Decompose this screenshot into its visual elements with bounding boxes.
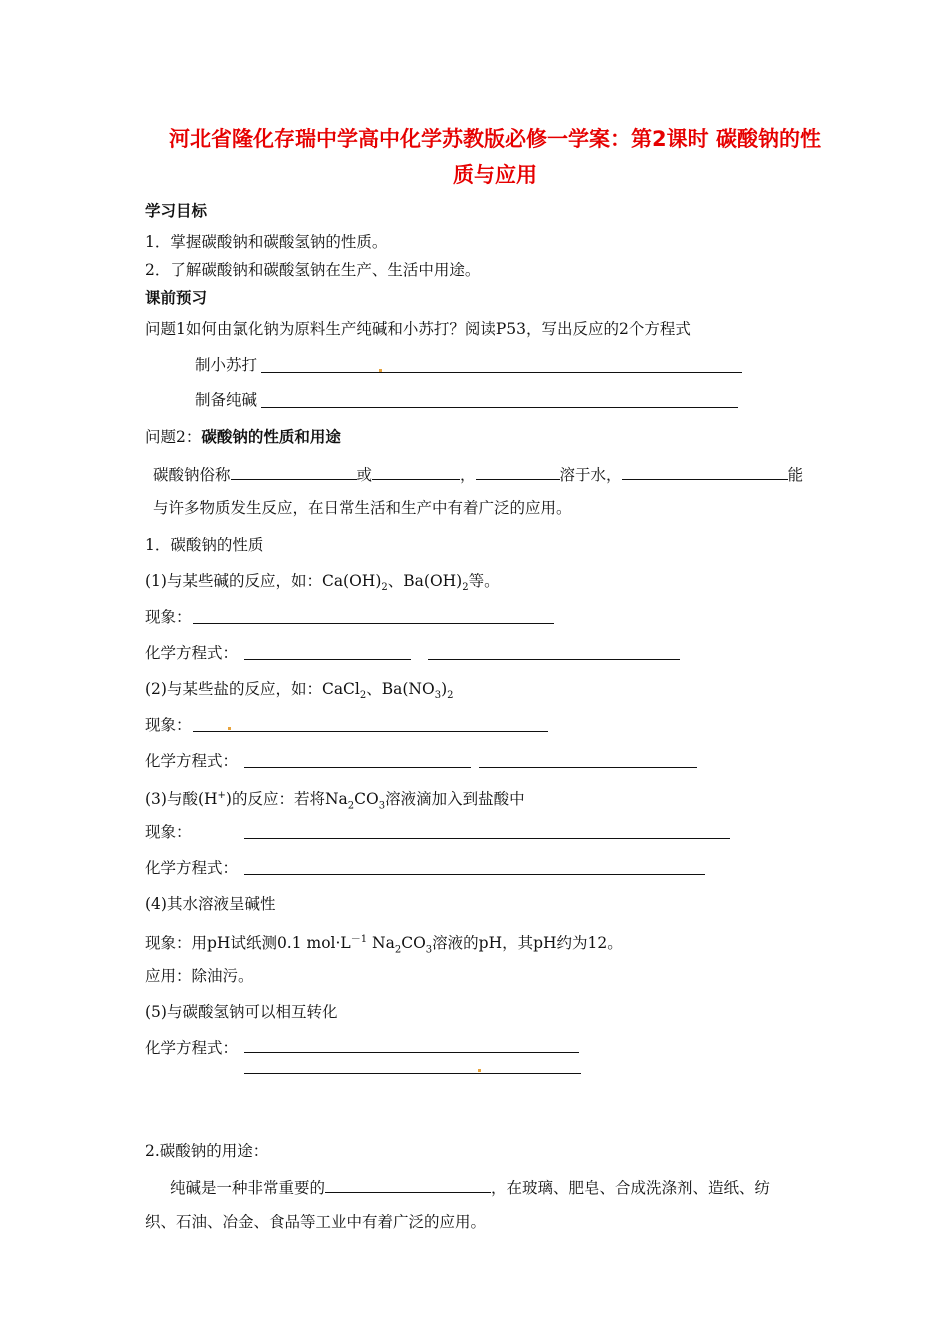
text: 等。 xyxy=(468,572,500,590)
phenomenon-label: 现象： xyxy=(145,716,192,734)
answer-blank[interactable] xyxy=(193,623,554,624)
answer-blank[interactable] xyxy=(261,372,742,373)
text: )的反应：若将Na xyxy=(225,790,348,809)
question-2-prefix: 问题2： xyxy=(145,428,202,446)
section-heading-objectives: 学习目标 xyxy=(145,202,208,220)
text: Na xyxy=(367,934,395,953)
answer-blank[interactable] xyxy=(244,838,730,839)
answer-blank[interactable] xyxy=(244,767,471,768)
reaction-2 xyxy=(145,679,454,706)
subscript: 2 xyxy=(359,690,367,702)
q1-sodium-bicarbonate-label: 制小苏打 xyxy=(195,356,258,374)
text: ) xyxy=(441,680,448,698)
alias-text: 溶于水， xyxy=(559,466,622,484)
reaction-4-phenomenon xyxy=(145,930,623,960)
text: ，在玻璃、肥皂、合成洗涤剂、造纸、纺 xyxy=(491,1179,771,1197)
question-2 xyxy=(145,427,341,447)
answer-blank[interactable] xyxy=(428,659,680,660)
text: 、Ba(NO xyxy=(366,680,435,698)
answer-blank[interactable] xyxy=(244,1052,579,1053)
text: 溶液滴加入到盐酸中 xyxy=(385,790,525,809)
answer-blank[interactable] xyxy=(244,874,705,875)
answer-blank[interactable] xyxy=(261,407,738,408)
text: 纯碱是一种非常重要的 xyxy=(170,1179,326,1197)
uses-sentence-line2: 织、石油、冶金、食品等工业中有着广泛的应用。 xyxy=(145,1213,487,1231)
text: 、Ba(OH) xyxy=(387,572,463,590)
alias-text: 或 xyxy=(356,466,373,484)
mark-dot xyxy=(228,727,231,730)
subscript: 2 xyxy=(381,582,388,594)
subscript: 3 xyxy=(434,690,442,702)
text: 溶液的pH，其pH约为12。 xyxy=(432,934,623,953)
answer-blank[interactable] xyxy=(244,659,411,660)
answer-blank[interactable] xyxy=(622,463,788,480)
alias-text: ， xyxy=(460,466,476,484)
equation-label: 化学方程式： xyxy=(145,752,239,770)
subscript: 2 xyxy=(447,690,454,702)
reaction-1 xyxy=(145,571,500,598)
q1-soda-ash-label: 制备纯碱 xyxy=(195,391,258,409)
text: (1)与某些碱的反应，如：Ca(OH) xyxy=(145,572,382,590)
phenomenon-label: 现象： xyxy=(145,608,192,626)
equation-label: 化学方程式： xyxy=(145,859,239,877)
subscript: 2 xyxy=(394,944,402,956)
page-title: 河北省隆化存瑞中学高中化学苏教版必修一学案：第2课时 碳酸钠的性 xyxy=(169,127,821,151)
superscript: + xyxy=(217,790,226,801)
heading-uses: 2.碳酸钠的用途： xyxy=(145,1142,269,1160)
phenomenon-label: 现象： xyxy=(145,823,192,841)
alias-text: 碳酸钠俗称 xyxy=(153,466,231,484)
equation-label: 化学方程式： xyxy=(145,644,239,662)
question-1: 问题1如何由氯化钠为原料生产纯碱和小苏打？阅读P53，写出反应的2个方程式 xyxy=(145,320,691,338)
answer-blank[interactable] xyxy=(325,1176,491,1193)
page-title-continued: 质与应用 xyxy=(453,163,537,187)
reaction-3 xyxy=(145,786,525,816)
mark-dot xyxy=(379,369,382,372)
section-heading-preview: 课前预习 xyxy=(145,289,208,307)
alias-sentence xyxy=(153,463,803,485)
answer-blank[interactable] xyxy=(372,463,460,480)
answer-blank[interactable] xyxy=(244,1073,581,1074)
equation-label: 化学方程式： xyxy=(145,1039,239,1057)
alias-sentence-line2: 与许多物质发生反应，在日常生活和生产中有着广泛的应用。 xyxy=(153,499,572,517)
subscript: 3 xyxy=(378,800,386,812)
subscript: 2 xyxy=(347,800,355,812)
heading-properties: 1．碳酸钠的性质 xyxy=(145,536,264,554)
question-2-title: 碳酸钠的性质和用途 xyxy=(201,428,341,446)
subscript: 2 xyxy=(462,582,469,594)
superscript: －1 xyxy=(350,934,368,945)
answer-blank[interactable] xyxy=(479,767,697,768)
text: CO xyxy=(401,934,426,953)
answer-blank[interactable] xyxy=(193,731,548,732)
answer-blank[interactable] xyxy=(231,463,357,480)
text: 现象：用pH试纸测0.1 mol·L xyxy=(145,934,351,953)
reaction-4: (4)其水溶液呈碱性 xyxy=(145,895,276,913)
mark-dot xyxy=(478,1069,481,1072)
text: (3)与酸(H xyxy=(145,790,218,809)
objective-1: 1．掌握碳酸钠和碳酸氢钠的性质。 xyxy=(145,233,388,251)
reaction-4-use: 应用：除油污。 xyxy=(145,967,254,985)
text: (2)与某些盐的反应，如：CaCl xyxy=(145,680,360,698)
text: CO xyxy=(354,790,379,809)
uses-sentence xyxy=(170,1176,770,1198)
answer-blank[interactable] xyxy=(476,463,560,480)
subscript: 3 xyxy=(425,944,433,956)
reaction-5: (5)与碳酸氢钠可以相互转化 xyxy=(145,1003,338,1021)
alias-text: 能 xyxy=(787,466,804,484)
objective-2: 2．了解碳酸钠和碳酸氢钠在生产、生活中用途。 xyxy=(145,261,481,279)
